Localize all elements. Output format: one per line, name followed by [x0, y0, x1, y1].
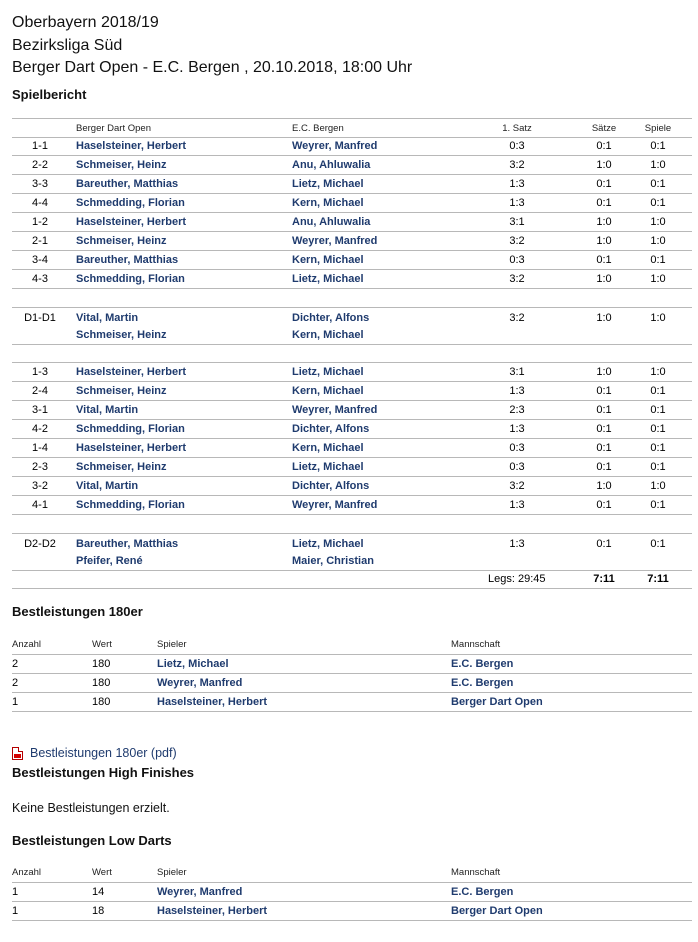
away-player-link[interactable]: Weyrer, Manfred [292, 404, 378, 416]
match-code: 3-2 [32, 480, 48, 492]
home-player-link[interactable]: Schmeiser, Heinz [76, 329, 167, 341]
table-row [12, 902, 692, 921]
match-code: 4-1 [32, 499, 48, 511]
wert-value: 180 [92, 696, 111, 708]
column-header-away: E.C. Bergen [292, 123, 344, 134]
away-player-link[interactable]: Kern, Michael [292, 329, 364, 341]
satz-score: 3:2 [509, 235, 525, 247]
table-row [12, 655, 692, 674]
table-row-double [12, 534, 692, 571]
spiele-score: 0:1 [650, 423, 666, 435]
spacer-row [12, 515, 692, 534]
high-finishes-heading: Bestleistungen High Finishes [12, 765, 195, 780]
match-code: 2-4 [32, 385, 48, 397]
anzahl-value: 2 [12, 677, 19, 689]
satz-score: 0:3 [509, 442, 525, 454]
away-player-link[interactable]: Kern, Michael [292, 254, 364, 266]
table-row [12, 363, 692, 382]
home-player-link[interactable]: Schmedding, Florian [76, 197, 185, 209]
saetze-score: 1:0 [596, 216, 612, 228]
match-code: 3-3 [32, 178, 48, 190]
away-player-link[interactable]: Dichter, Alfons [292, 312, 370, 324]
saetze-total: 7:11 [593, 573, 615, 585]
table-row [12, 477, 692, 496]
home-player-link[interactable]: Schmedding, Florian [76, 423, 185, 435]
saetze-score: 0:1 [596, 197, 612, 209]
table-row [12, 496, 692, 515]
team-link[interactable]: E.C. Bergen [451, 658, 514, 670]
table-row [12, 420, 692, 439]
satz-score: 1:3 [509, 385, 525, 397]
table-row [12, 458, 692, 477]
saetze-score: 1:0 [596, 312, 612, 324]
table-row [12, 156, 692, 175]
spiele-score: 1:0 [650, 312, 666, 324]
away-player-link[interactable]: Weyrer, Manfred [292, 235, 378, 247]
spielbericht-heading: Spielbericht [12, 87, 87, 102]
division-title: Bezirksliga Süd [12, 37, 123, 54]
team-link[interactable]: Berger Dart Open [451, 905, 543, 917]
away-player-link[interactable]: Maier, Christian [292, 555, 374, 567]
table-row [12, 270, 692, 289]
table-row [12, 439, 692, 458]
spacer-row [12, 289, 692, 308]
satz-score: 3:2 [509, 273, 525, 285]
player-link[interactable]: Haselsteiner, Herbert [157, 696, 268, 708]
away-player-link[interactable]: Anu, Ahluwalia [292, 216, 371, 228]
team-link[interactable]: Berger Dart Open [451, 696, 543, 708]
wert-value: 18 [92, 905, 105, 917]
best180-heading: Bestleistungen 180er [12, 604, 143, 619]
spiele-score: 1:0 [650, 216, 666, 228]
spiele-score: 0:1 [650, 442, 666, 454]
saetze-score: 0:1 [596, 538, 612, 550]
away-player-link[interactable]: Anu, Ahluwalia [292, 159, 371, 171]
spiele-score: 0:1 [650, 254, 666, 266]
column-header-anzahl: Anzahl [12, 867, 42, 878]
spiele-score: 1:0 [650, 273, 666, 285]
satz-score: 1:3 [509, 178, 525, 190]
away-player-link[interactable]: Lietz, Michael [292, 273, 364, 285]
spiele-score: 0:1 [650, 461, 666, 473]
column-header-anzahl: Anzahl [12, 639, 42, 650]
league-title: Oberbayern 2018/19 [12, 14, 159, 31]
match-code: D1-D1 [24, 312, 56, 324]
table-row [12, 194, 692, 213]
anzahl-value: 1 [12, 696, 19, 708]
column-header-spiele: Spiele [644, 123, 672, 134]
spiele-total: 7:11 [647, 573, 669, 585]
best180-pdf-link[interactable]: Bestleistungen 180er (pdf) [30, 746, 177, 760]
away-player-link[interactable]: Dichter, Alfons [292, 480, 370, 492]
match-code: 2-2 [32, 159, 48, 171]
home-player-link[interactable]: Schmedding, Florian [76, 499, 185, 511]
match-code: D2-D2 [24, 538, 56, 550]
saetze-score: 0:1 [596, 442, 612, 454]
match-code: 3-4 [32, 254, 48, 266]
match-code: 4-4 [32, 197, 48, 209]
away-player-link[interactable]: Kern, Michael [292, 197, 364, 209]
home-player-link[interactable]: Bareuther, Matthias [76, 178, 179, 190]
satz-score: 3:1 [509, 216, 525, 228]
away-player-link[interactable]: Dichter, Alfons [292, 423, 370, 435]
table-row [12, 401, 692, 420]
satz-score: 1:3 [509, 197, 525, 209]
column-header-home: Berger Dart Open [76, 123, 151, 134]
anzahl-value: 2 [12, 658, 19, 670]
match-code: 1-1 [32, 140, 48, 152]
spacer-row [12, 345, 692, 363]
home-player-link[interactable]: Schmeiser, Heinz [76, 235, 167, 247]
away-player-link[interactable]: Kern, Michael [292, 442, 364, 454]
saetze-score: 0:1 [596, 178, 612, 190]
away-player-link[interactable]: Weyrer, Manfred [292, 499, 378, 511]
table-row [12, 693, 692, 712]
match-code: 1-4 [32, 442, 48, 454]
satz-score: 1:3 [509, 538, 525, 550]
column-header-satz: 1. Satz [502, 123, 532, 134]
away-player-link[interactable]: Lietz, Michael [292, 538, 364, 550]
column-header-saetze: Sätze [591, 123, 617, 134]
saetze-score: 0:1 [596, 404, 612, 416]
away-player-link[interactable]: Lietz, Michael [292, 461, 364, 473]
anzahl-value: 1 [12, 905, 19, 917]
column-header-wert: Wert [92, 639, 112, 650]
saetze-score: 0:1 [596, 385, 612, 397]
match-code: 4-3 [32, 273, 48, 285]
away-player-link[interactable]: Kern, Michael [292, 385, 364, 397]
spiele-score: 1:0 [650, 366, 666, 378]
away-player-link[interactable]: Weyrer, Manfred [292, 140, 378, 152]
home-player-link[interactable]: Schmeiser, Heinz [76, 461, 167, 473]
satz-score: 2:3 [509, 404, 525, 416]
table-row [12, 251, 692, 270]
saetze-score: 0:1 [596, 140, 612, 152]
totals-row [12, 571, 692, 589]
match-table-header [12, 118, 692, 138]
home-player-link[interactable]: Vital, Martin [76, 404, 139, 416]
saetze-score: 0:1 [596, 499, 612, 511]
table-row-double [12, 308, 692, 345]
table-row [12, 175, 692, 194]
spiele-score: 1:0 [650, 159, 666, 171]
home-player-link[interactable]: Vital, Martin [76, 480, 139, 492]
table-row [12, 674, 692, 693]
player-link[interactable]: Weyrer, Manfred [157, 886, 243, 898]
column-header-mannschaft: Mannschaft [451, 639, 501, 650]
match-code: 3-1 [32, 404, 48, 416]
match-title: Berger Dart Open - E.C. Bergen , 20.10.2018, 18:00 Uhr [12, 59, 413, 76]
best-table-header [12, 864, 692, 883]
home-player-link[interactable]: Vital, Martin [76, 312, 139, 324]
home-player-link[interactable]: Haselsteiner, Herbert [76, 442, 187, 454]
match-code: 1-3 [32, 366, 48, 378]
satz-score: 0:3 [509, 140, 525, 152]
saetze-score: 1:0 [596, 480, 612, 492]
column-header-wert: Wert [92, 867, 112, 878]
spiele-score: 0:1 [650, 178, 666, 190]
best-table-header [12, 636, 692, 655]
saetze-score: 1:0 [596, 366, 612, 378]
saetze-score: 1:0 [596, 273, 612, 285]
wert-value: 180 [92, 658, 111, 670]
high-finishes-empty-text: Keine Bestleistungen erzielt. [12, 801, 170, 815]
spiele-score: 0:1 [650, 385, 666, 397]
spiele-score: 0:1 [650, 140, 666, 152]
home-player-link[interactable]: Schmedding, Florian [76, 273, 185, 285]
satz-score: 1:3 [509, 499, 525, 511]
away-player-link[interactable]: Lietz, Michael [292, 366, 364, 378]
match-code: 1-2 [32, 216, 48, 228]
away-player-link[interactable]: Lietz, Michael [292, 178, 364, 190]
saetze-score: 0:1 [596, 461, 612, 473]
table-row [12, 382, 692, 401]
home-player-link[interactable]: Bareuther, Matthias [76, 254, 179, 266]
wert-value: 14 [92, 886, 105, 898]
home-player-link[interactable]: Bareuther, Matthias [76, 538, 179, 550]
match-code: 4-2 [32, 423, 48, 435]
spiele-score: 0:1 [650, 538, 666, 550]
match-code: 2-1 [32, 235, 48, 247]
home-player-link[interactable]: Schmeiser, Heinz [76, 159, 167, 171]
satz-score: 0:3 [509, 461, 525, 473]
column-header-mannschaft: Mannschaft [451, 867, 501, 878]
home-player-link[interactable]: Haselsteiner, Herbert [76, 140, 187, 152]
team-link[interactable]: E.C. Bergen [451, 886, 514, 898]
satz-score: 0:3 [509, 254, 525, 266]
satz-score: 3:2 [509, 159, 525, 171]
table-row [12, 137, 692, 156]
satz-score: 3:2 [509, 312, 525, 324]
spiele-score: 0:1 [650, 404, 666, 416]
player-link[interactable]: Lietz, Michael [157, 658, 229, 670]
home-player-link[interactable]: Haselsteiner, Herbert [76, 216, 187, 228]
saetze-score: 1:0 [596, 159, 612, 171]
table-row [12, 232, 692, 251]
spiele-score: 0:1 [650, 197, 666, 209]
wert-value: 180 [92, 677, 111, 689]
saetze-score: 0:1 [596, 423, 612, 435]
satz-score: 1:3 [509, 423, 525, 435]
satz-score: 3:2 [509, 480, 525, 492]
player-link[interactable]: Haselsteiner, Herbert [157, 905, 268, 917]
player-link[interactable]: Weyrer, Manfred [157, 677, 243, 689]
saetze-score: 1:0 [596, 235, 612, 247]
table-row [12, 883, 692, 902]
spiele-score: 0:1 [650, 499, 666, 511]
column-header-spieler: Spieler [157, 867, 187, 878]
table-row [12, 213, 692, 232]
saetze-score: 0:1 [596, 254, 612, 266]
spiele-score: 1:0 [650, 480, 666, 492]
low-darts-heading: Bestleistungen Low Darts [12, 833, 172, 848]
team-link[interactable]: E.C. Bergen [451, 677, 514, 689]
pdf-icon [12, 747, 23, 760]
home-player-link[interactable]: Haselsteiner, Herbert [76, 366, 187, 378]
match-code: 2-3 [32, 461, 48, 473]
anzahl-value: 1 [12, 886, 19, 898]
home-player-link[interactable]: Schmeiser, Heinz [76, 385, 167, 397]
satz-score: 3:1 [509, 366, 525, 378]
legs-total: Legs: 29:45 [488, 573, 546, 585]
column-header-spieler: Spieler [157, 639, 187, 650]
spiele-score: 1:0 [650, 235, 666, 247]
home-player-link[interactable]: Pfeifer, René [76, 555, 143, 567]
